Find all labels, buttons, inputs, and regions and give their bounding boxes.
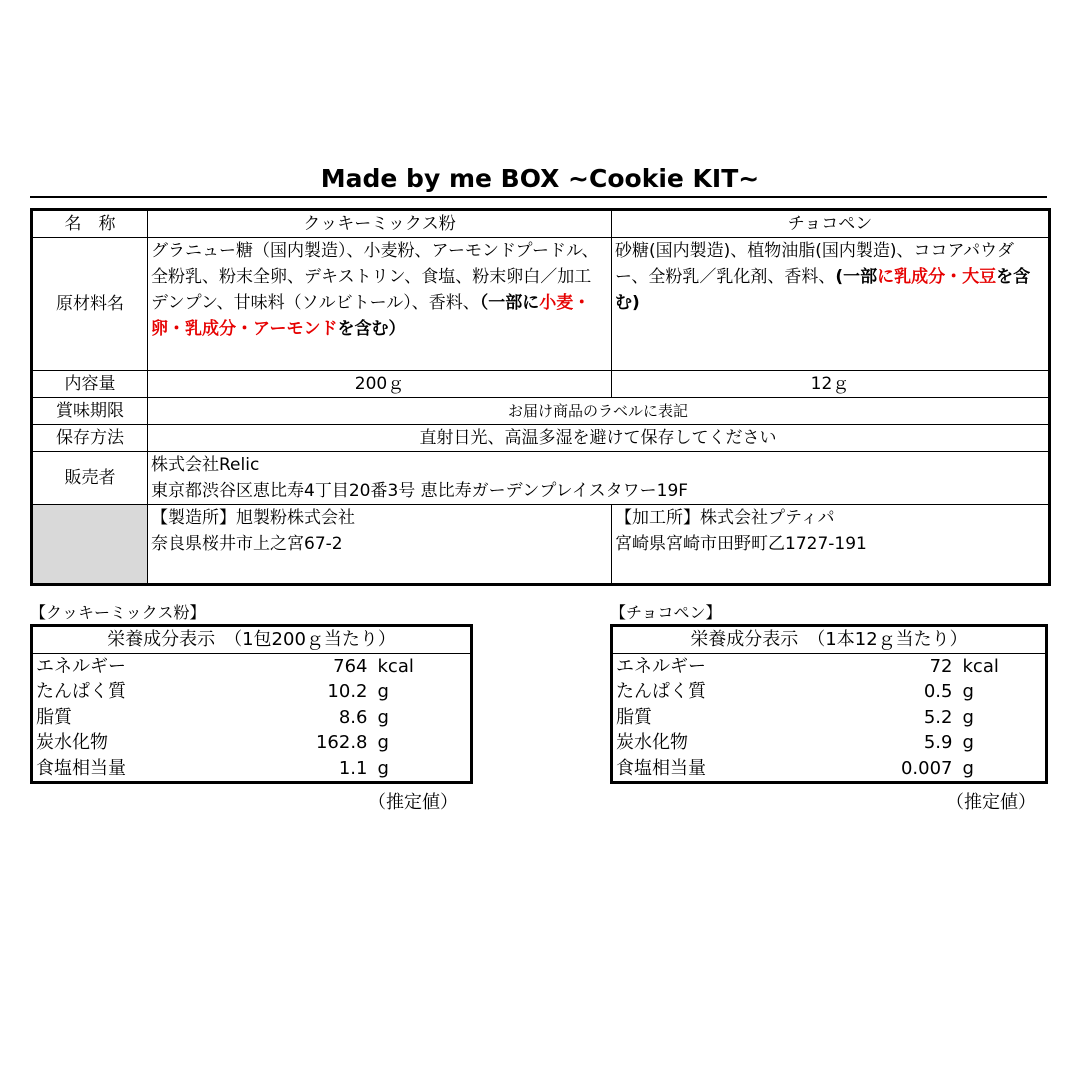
choco-nutrition-table [610,624,1048,784]
seller-label: 販売者 [32,452,148,505]
cookie-estimate-note: （推定値） [368,792,458,813]
nutrient-unit: g [377,681,389,702]
maker-row [32,505,1050,585]
nutrient-label: 脂質 [616,706,652,728]
nutrient-label: 食塩相当量 [616,757,706,779]
cookie-ingredients-text: グラニュー糖（国内製造）、小麦粉、アーモンドプードル、全粉乳、粉末全卵、デキストリン、食塩、粉末卵白／加工デンプン、甘味料（ソルビトール）、香料、 [151,241,599,313]
nutrition-row [612,756,1047,783]
seller-address: 東京都渋谷区恵比寿4丁目20番3号 恵比寿ガーデンプレイスタワー19F [151,481,689,501]
maker-right-address: 宮崎県宮崎市田野町乙1727-191 [615,534,867,554]
nutrient-unit: g [962,681,974,702]
nutrition-row [32,730,472,756]
ingredients-label: 原材料名 [32,238,148,371]
blank-label-cell [32,505,148,585]
nutrient-label: 食塩相当量 [36,757,126,779]
choco-allergens: に乳成分・大豆 [877,267,997,287]
choco-estimate-note: （推定値） [946,792,1036,813]
ingredients-row [32,238,1050,371]
nutrition-row [612,705,1047,731]
nutrient-value: 8.6 [338,706,368,728]
name-label: 名 称 [32,210,148,238]
allergen-suffix: を含む） [337,319,406,339]
name-row [32,210,1050,238]
choco-ingredients [612,238,1050,371]
maker-right [612,505,1050,585]
nutrient-value: 10.2 [327,681,368,702]
content-label: 内容量 [32,371,148,398]
seller-row [32,452,1050,505]
choco-ingredients-text: 砂糖(国内製造)、植物油脂(国内製造)、ココアパウダー、全粉乳／乳化剤、香料、 [615,241,1014,287]
cookie-nutrition-table [30,624,473,784]
allergen-prefix: （一部に [479,293,540,313]
nutrient-value: 5.2 [923,706,953,728]
nutrient-unit: g [962,732,974,753]
page-title: Made by me BOX ~Cookie KIT~ [320,164,760,193]
nutrient-unit: g [962,706,974,728]
nutrient-unit: g [377,732,389,753]
nutrient-value: 162.8 [315,732,368,753]
nutrition-header: 栄養成分表示 （1本12ｇ当たり） [612,626,1047,654]
seller-name: 株式会社Relic [151,455,260,475]
nutrient-value: 0.5 [923,681,953,702]
maker-right-name: 【加工所】株式会社プティパ [615,508,835,528]
nutrient-label: エネルギー [616,655,706,677]
nutrient-label: 脂質 [36,706,72,728]
cookie-nutrition-caption: 【クッキーミックス粉】 [30,603,206,622]
nutrition-row [32,679,472,705]
nutrition-row [612,730,1047,756]
nutrition-row [612,653,1047,679]
expiry-row [32,398,1050,425]
nutrition-row [32,705,472,731]
storage-value: 直射日光、高温多湿を避けて保存してください [148,425,1050,452]
nutrition-row [32,653,472,679]
storage-row [32,425,1050,452]
expiry-value: お届け商品のラベルに表記 [148,398,1050,425]
nutrition-row [32,756,472,783]
maker-left [148,505,612,585]
nutrient-unit: kcal [962,655,999,677]
nutrient-label: たんぱく質 [616,681,706,702]
allergen-suffix: を含む) [615,267,1031,313]
nutrient-label: 炭水化物 [616,732,688,753]
content-row [32,371,1050,398]
nutrition-header: 栄養成分表示 （1包200ｇ当たり） [32,626,472,654]
cookie-name: クッキーミックス粉 [148,210,612,238]
nutrient-unit: g [377,706,389,728]
seller-info [148,452,1050,505]
nutrient-unit: g [962,757,974,779]
cookie-allergens: 小麦・卵・乳成分・アーモンド [151,293,591,339]
expiry-label: 賞味期限 [32,398,148,425]
nutrition-row [612,679,1047,705]
nutrient-label: たんぱく質 [36,681,126,702]
nutrient-label: 炭水化物 [36,732,108,753]
nutrient-value: 0.007 [900,757,953,779]
nutrient-unit: g [377,757,389,779]
allergen-prefix: (一部 [835,267,878,287]
storage-label: 保存方法 [32,425,148,452]
maker-left-name: 【製造所】旭製粉株式会社 [151,508,355,528]
product-info-table [30,208,1051,586]
choco-name: チョコペン [612,210,1050,238]
nutrient-unit: kcal [377,655,414,677]
nutrient-value: 1.1 [338,757,368,779]
title-underline [30,196,1047,198]
choco-nutrition-caption: 【チョコペン】 [610,603,722,622]
maker-left-address: 奈良県桜井市上之宮67-2 [151,534,343,554]
nutrient-label: エネルギー [36,655,126,677]
nutrient-value: 5.9 [923,732,953,753]
choco-content: 12ｇ [612,371,1050,398]
cookie-ingredients [148,238,612,371]
nutrient-value: 764 [333,655,368,677]
nutrient-value: 72 [929,655,953,677]
cookie-content: 200ｇ [148,371,612,398]
